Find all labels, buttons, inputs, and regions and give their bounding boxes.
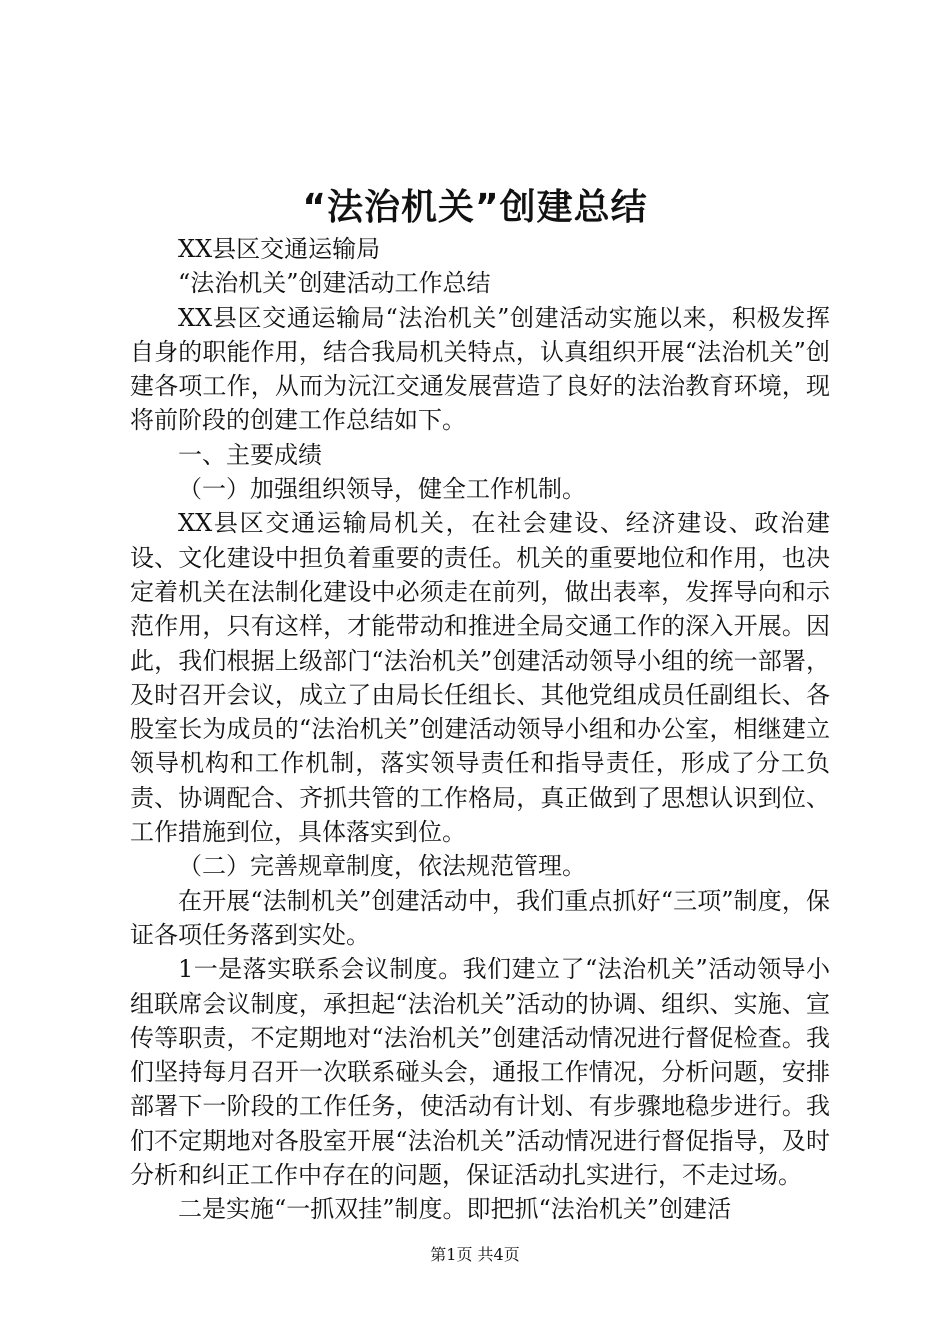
subsection-heading-2: （二）完善规章制度，依法规范管理。 xyxy=(178,852,586,881)
paragraph-intro: XX县区交通运输局“法治机关”创建活动实施以来，积极发挥自身的职能作用，结合我局机关特点，认真组织开展“法治机关”创建各项工作，从而为沅江交通发展营造了良好的法治教育环境，现将前阶段的创建工作总结如下。 xyxy=(130,303,830,435)
paragraph-subtitle: “法治机关”创建活动工作总结 xyxy=(178,269,491,298)
page-number: 第1页 共4页 xyxy=(430,1245,520,1264)
paragraph-org: XX县区交通运输局 xyxy=(178,235,381,263)
paragraph-body-1: XX县区交通运输局机关，在社会建设、经济建设、政治建设、文化建设中担负着重要的责任。机关的重要地位和作用，也决定着机关在法制化建设中必须走在前列，做出表率，发挥导向和示范作用，只有这样，才能带动和推进全局交通工作的深入开展。因此，我们根据上级部门“法治机关”创建活动领导小组的统一部署，及时召开会议，成立了由局长任组长、其他党组成员任副组长、各股室长为成员的“法治机关”创建活动领导小组和办公室，相继建立领导机构和工作机制，落实领导责任和指导责任，形成了分工负责、协调配合、齐抓共管的工作格局，真正做到了思想认识到位、工作措施到位，具体落实到位。 xyxy=(130,509,830,847)
document-title: “法治机关”创建总结 xyxy=(302,187,648,228)
document-body xyxy=(130,232,830,1227)
subsection-heading-1: （一）加强组织领导，健全工作机制。 xyxy=(178,475,586,504)
paragraph-body-2: 在开展“法制机关”创建活动中，我们重点抓好“三项”制度，保证各项任务落到实处。 xyxy=(130,886,830,949)
paragraph-body-4: 二是实施“一抓双挂”制度。即把抓“法治机关”创建活 xyxy=(178,1195,732,1224)
section-heading: 一、主要成绩 xyxy=(178,440,322,469)
paragraph-body-3: 1一是落实联系会议制度。我们建立了“法治机关”活动领导小组联席会议制度，承担起“法治机关”活动的协调、组织、实施、宣传等职责，不定期地对“法治机关”创建活动情况进行督促检查。我们坚持每月召开一次联系碰头会，通报工作情况，分析问题，安排部署下一阶段的工作任务，使活动有计划、有步骤地稳步进行。我们不定期地对各股室开展“法治机关”活动情况进行督促指导，及时分析和纠正工作中存在的问题，保证活动扎实进行，不走过场。 xyxy=(130,955,830,1190)
